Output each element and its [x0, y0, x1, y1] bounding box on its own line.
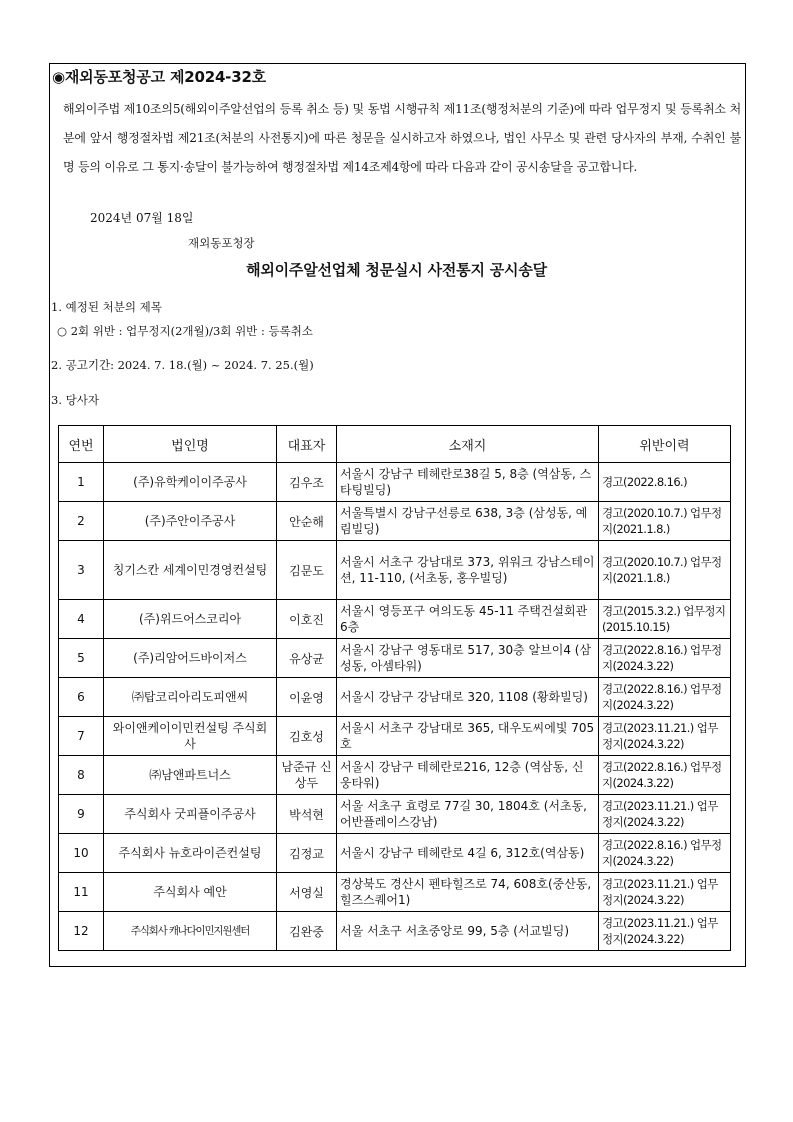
row-representative: 김호성: [277, 717, 337, 756]
table-row: [59, 873, 731, 912]
row-address: 서울시 영등포구 여의도동 45-11 주택건설회관 6층: [337, 600, 599, 639]
row-history: 경고(2022.8.16.) 업무정지(2024.3.22): [599, 756, 731, 795]
parties-table: [58, 425, 731, 951]
row-history: 경고(2023.11.21.) 업무정지(2024.3.22): [599, 717, 731, 756]
row-history: 경고(2015.3.2.) 업무정지(2015.10.15): [599, 600, 731, 639]
section-1-title: 1. 예정된 처분의 제목: [51, 300, 162, 314]
table-row: [59, 502, 731, 541]
row-history: 경고(2020.10.7.) 업무정지(2021.1.8.): [599, 541, 731, 600]
table-header-row: [59, 426, 731, 463]
header-address: 소재지: [337, 426, 599, 463]
row-no: 11: [59, 873, 104, 912]
row-no: 1: [59, 463, 104, 502]
row-representative: 이윤영: [277, 678, 337, 717]
row-history: 경고(2022.8.16.): [599, 463, 731, 502]
row-address: 서울시 강남구 테헤란로216, 12층 (역삼동, 신웅타워): [337, 756, 599, 795]
row-representative: 안순해: [277, 502, 337, 541]
row-no: 5: [59, 639, 104, 678]
table-row: [59, 639, 731, 678]
table-row: [59, 795, 731, 834]
section-1-item: ○ 2회 위반 : 업무정지(2개월)/3회 위반 : 등록취소: [57, 324, 313, 338]
table-row: [59, 912, 731, 951]
notice-issuer: 재외동포청장: [188, 236, 255, 250]
row-company: (주)유학케이이주공사: [104, 463, 277, 502]
row-company: 주식회사 굿피플이주공사: [104, 795, 277, 834]
row-no: 6: [59, 678, 104, 717]
notice-date: 2024년 07월 18일: [90, 211, 194, 225]
row-company: 주식회사 예안: [104, 873, 277, 912]
row-company: ㈜탑코리아리도피앤씨: [104, 678, 277, 717]
header-representative: 대표자: [277, 426, 337, 463]
row-company: (주)주안이주공사: [104, 502, 277, 541]
table-row: [59, 717, 731, 756]
row-no: 2: [59, 502, 104, 541]
row-company: 주식회사 캐나다이민지원센터: [104, 912, 277, 951]
row-company: (주)위드어스코리아: [104, 600, 277, 639]
row-no: 4: [59, 600, 104, 639]
row-company: 주식회사 뉴호라이즌컨설팅: [104, 834, 277, 873]
row-address: 서울시 서초구 강남대로 365, 대우도씨에빛 705호: [337, 717, 599, 756]
row-representative: 이호진: [277, 600, 337, 639]
header-company: 법인명: [104, 426, 277, 463]
notice-title: ◉재외동포청공고 제2024-32호: [52, 68, 266, 86]
row-no: 12: [59, 912, 104, 951]
table-row: [59, 756, 731, 795]
row-address: 서울시 강남구 강남대로 320, 1108 (황화빌딩): [337, 678, 599, 717]
row-no: 3: [59, 541, 104, 600]
row-history: 경고(2022.8.16.) 업무정지(2024.3.22): [599, 678, 731, 717]
row-representative: 남준규 신상두: [277, 756, 337, 795]
table-row: [59, 463, 731, 502]
row-address: 경상북도 경산시 펜타힐즈로 74, 608호(중산동, 힐즈스퀘어1): [337, 873, 599, 912]
row-address: 서울시 서초구 강남대로 373, 위워크 강남스테이션, 11-110, (서초동, 홍우빌딩): [337, 541, 599, 600]
row-no: 8: [59, 756, 104, 795]
section-2-period: 2. 공고기간: 2024. 7. 18.(월) ~ 2024. 7. 25.(월): [51, 358, 314, 372]
row-representative: 김문도: [277, 541, 337, 600]
row-representative: 박석현: [277, 795, 337, 834]
table-row: [59, 541, 731, 600]
row-address: 서울시 강남구 테헤란로 4길 6, 312호(역삼동): [337, 834, 599, 873]
row-representative: 김정교: [277, 834, 337, 873]
row-representative: 김우조: [277, 463, 337, 502]
row-history: 경고(2023.11.21.) 업무정지(2024.3.22): [599, 912, 731, 951]
notice-heading: 해외이주알선업체 청문실시 사전통지 공시송달: [246, 261, 547, 279]
row-address: 서울 서초구 서초중앙로 99, 5층 (서교빌딩): [337, 912, 599, 951]
row-address: 서울 서초구 효령로 77길 30, 1804호 (서초동, 어반플레이스강남): [337, 795, 599, 834]
section-3-title: 3. 당사자: [51, 393, 99, 407]
table-row: [59, 600, 731, 639]
table-row: [59, 834, 731, 873]
row-representative: 서영실: [277, 873, 337, 912]
row-address: 서울특별시 강남구선릉로 638, 3층 (삼성동, 예림빌딩): [337, 502, 599, 541]
row-no: 10: [59, 834, 104, 873]
row-representative: 유상균: [277, 639, 337, 678]
row-no: 7: [59, 717, 104, 756]
row-address: 서울시 강남구 테헤란로38길 5, 8층 (역삼동, 스타팅빌딩): [337, 463, 599, 502]
header-violation-history: 위반이력: [599, 426, 731, 463]
row-company: 칭기스칸 세계이민경영컨설팅: [104, 541, 277, 600]
row-no: 9: [59, 795, 104, 834]
row-history: 경고(2022.8.16.) 업무정지(2024.3.22): [599, 834, 731, 873]
row-representative: 김완중: [277, 912, 337, 951]
row-history: 경고(2020.10.7.) 업무정지(2021.1.8.): [599, 502, 731, 541]
row-address: 서울시 강남구 영동대로 517, 30층 알브이4 (삼성동, 아셈타워): [337, 639, 599, 678]
notice-body: 해외이주법 제10조의5(해외이주알선업의 등록 취소 등) 및 동법 시행규칙 제11조(행정처분의 기준)에 따라 업무정지 및 등록취소 처분에 앞서 행정절차법 제21조(처분의 사전통지)에 따른 청문을 실시하고자 하였으나, 법인 사무소 및 관련 당사자의 부재, 수취인 불명 등의 이유로 그 통지·송달이 불가능하여 행정절차법 제14조제4항에 따라 다음과 같이 공시송달을 공고합니다.: [63, 102, 741, 174]
row-company: ㈜남앤파트너스: [104, 756, 277, 795]
header-no: 연번: [59, 426, 104, 463]
row-history: 경고(2023.11.21.) 업무정지(2024.3.22): [599, 873, 731, 912]
row-company: 와이앤케이이민컨설팅 주식회사: [104, 717, 277, 756]
row-company: (주)리암어드바이저스: [104, 639, 277, 678]
row-history: 경고(2022.8.16.) 업무정지(2024.3.22): [599, 639, 731, 678]
table-row: [59, 678, 731, 717]
row-history: 경고(2023.11.21.) 업무정지(2024.3.22): [599, 795, 731, 834]
